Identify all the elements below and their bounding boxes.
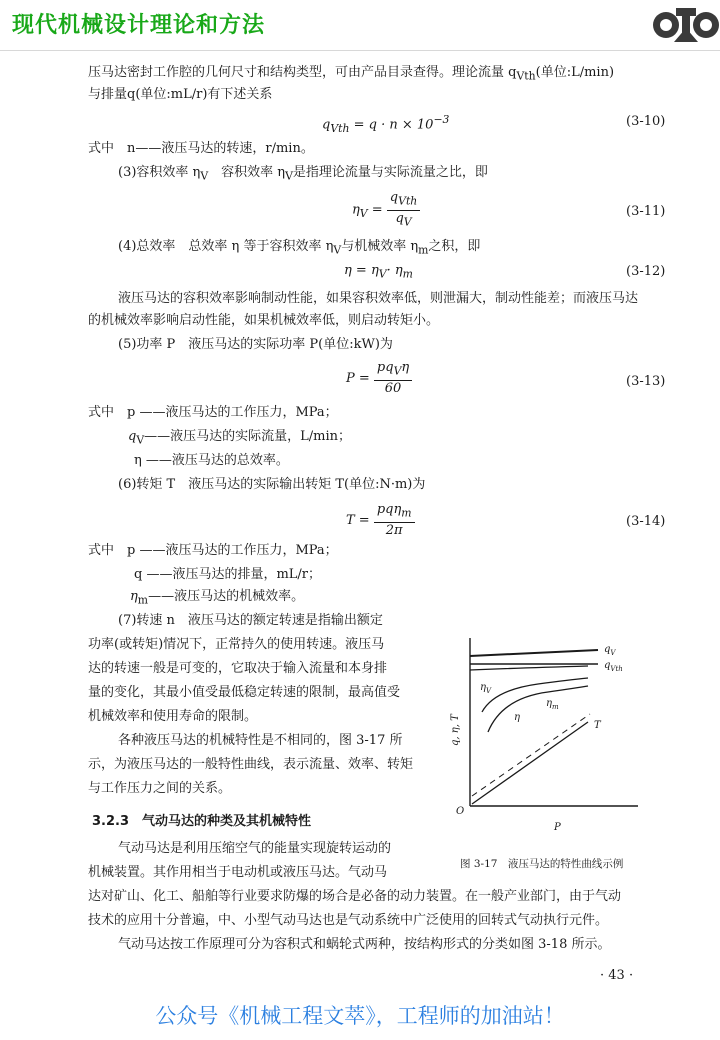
text-line: 机械装置。其作用相当于电动机或液压马达。气动马 — [88, 865, 388, 880]
text-line: 式中 n——液压马达的转速，r/min。 — [88, 141, 314, 156]
text-line: 技术的应用十分普遍，中、小型气动马达也是气动系统中广泛使用的回转式气动执行元件。 — [88, 913, 609, 928]
text-line: 式中 p ——液压马达的工作压力，MPa； — [88, 405, 338, 420]
equation-number: (3-10) — [626, 114, 666, 129]
figure-caption: 图 3-17 液压马达的特性曲线示例 — [460, 858, 624, 870]
text-line: 与排量q(单位:mL/r)有下述关系 — [88, 87, 273, 102]
text-line: 各种液压马达的机械特性是不相同的，图 3-17 所 — [118, 733, 403, 748]
etav-curve — [470, 666, 588, 670]
x-axis-label: P — [554, 822, 561, 833]
theoretical-torque-line — [472, 714, 590, 796]
label-torque: T — [594, 720, 601, 731]
text-line: (3)容积效率 $\eta_V$ 容积效率 $\eta_V$是指理论流量与实际流量之比，即 — [118, 165, 488, 183]
text-line: 量的变化，其最小值受最低稳定转速的限制，最高值受 — [88, 685, 401, 700]
text-line: 达对矿山、化工、船舶等行业要求防爆的场合是必备的动力装置。在一般产业部门，由于气动 — [88, 889, 622, 904]
header-rule — [0, 50, 720, 51]
text-line: 气动马达按工作原理可分为容积式和蜗轮式两种，按结构形式的分类如图 3-18 所示。 — [118, 937, 611, 952]
characteristic-curves-figure — [448, 628, 650, 840]
header-title: 现代机械设计理论和方法 — [12, 13, 266, 38]
equation-number: (3-14) — [626, 514, 666, 529]
origin-label: O — [456, 806, 465, 817]
label-qv: $q_V$ — [604, 644, 616, 657]
equation-number: (3-12) — [626, 264, 666, 279]
text-line: q ——液压马达的排量，mL/r； — [134, 567, 322, 582]
text-line: 压马达密封工作腔的几何尺寸和结构类型，可由产品目录查得。理论流量 $q_{Vth}$(单位:L/min) — [88, 65, 615, 83]
text-line: 液压马达的容积效率影响制动性能，如果容积效率低，则泄漏大，制动性能差；而液压马达 — [118, 291, 639, 306]
label-etav: $\eta_V$ — [480, 682, 492, 695]
equation-3-11: $\eta_V$ = $\frac{q_{Vth}}{q_V}$ — [352, 190, 420, 230]
text-line: η ——液压马达的总效率。 — [134, 453, 289, 468]
text-line: 的机械效率影响启动性能，如果机械效率低，则启动转矩小。 — [88, 313, 440, 328]
equation-number: (3-13) — [626, 374, 666, 389]
label-eta: η — [514, 712, 520, 723]
torque-curve — [472, 722, 588, 804]
text-line: 气动马达是利用压缩空气的能量实现旋转运动的 — [118, 841, 392, 856]
y-axis-label: q, η, T — [450, 714, 461, 746]
text-line: (4)总效率 总效率 η 等于容积效率 $\eta_V$与机械效率 $\eta_m$之积，即 — [118, 239, 481, 257]
equation-3-13: P = $\frac{pq_V\eta}{60}$ — [346, 360, 412, 397]
text-line: (7)转速 n 液压马达的额定转速是指输出额定 — [118, 613, 383, 628]
page-number: · 43 · — [600, 968, 634, 983]
text-line: 示，为液压马达的一般特性曲线，表示流量、效率、转矩 — [88, 757, 414, 772]
text-line: 式中 p ——液压马达的工作压力，MPa； — [88, 543, 338, 558]
text-line: (6)转矩 T 液压马达的实际输出转矩 T(单位:N·m)为 — [118, 477, 426, 492]
qv-curve — [470, 650, 598, 656]
footer-banner: 公众号《机械工程文萃》，工程师的加油站！ — [155, 1004, 565, 1028]
text-line: 与工作压力之间的关系。 — [88, 781, 232, 796]
label-etam: $\eta_m$ — [546, 698, 559, 711]
equation-3-12: $\eta = \eta_V\cdot \eta_m$ — [344, 263, 413, 281]
text-line: 功率(或转矩)情况下，正常持久的使用转速。液压马 — [88, 637, 385, 652]
text-line: (5)功率 P 液压马达的实际功率 P(单位:kW)为 — [118, 337, 393, 352]
label-qvth: $q_{Vth}$ — [604, 660, 623, 673]
text-line: $q_V——$液压马达的实际流量，L/min； — [128, 429, 352, 447]
text-line: $\eta_m——$液压马达的机械效率。 — [130, 589, 305, 607]
equation-3-10: $q_{Vth} = q \cdot n \times 10^{-3}$ — [322, 113, 450, 135]
section-heading: 3.2.3 气动马达的种类及其机械特性 — [92, 814, 312, 829]
publisher-logo — [652, 2, 720, 48]
text-line: 机械效率和使用寿命的限制。 — [88, 709, 258, 724]
equation-3-14: T = $\frac{pq\eta_m}{2\pi}$ — [346, 502, 415, 539]
text-line: 达的转速一般是可变的，它取决于输入流量和本身排 — [88, 661, 388, 676]
equation-number: (3-11) — [626, 204, 666, 219]
